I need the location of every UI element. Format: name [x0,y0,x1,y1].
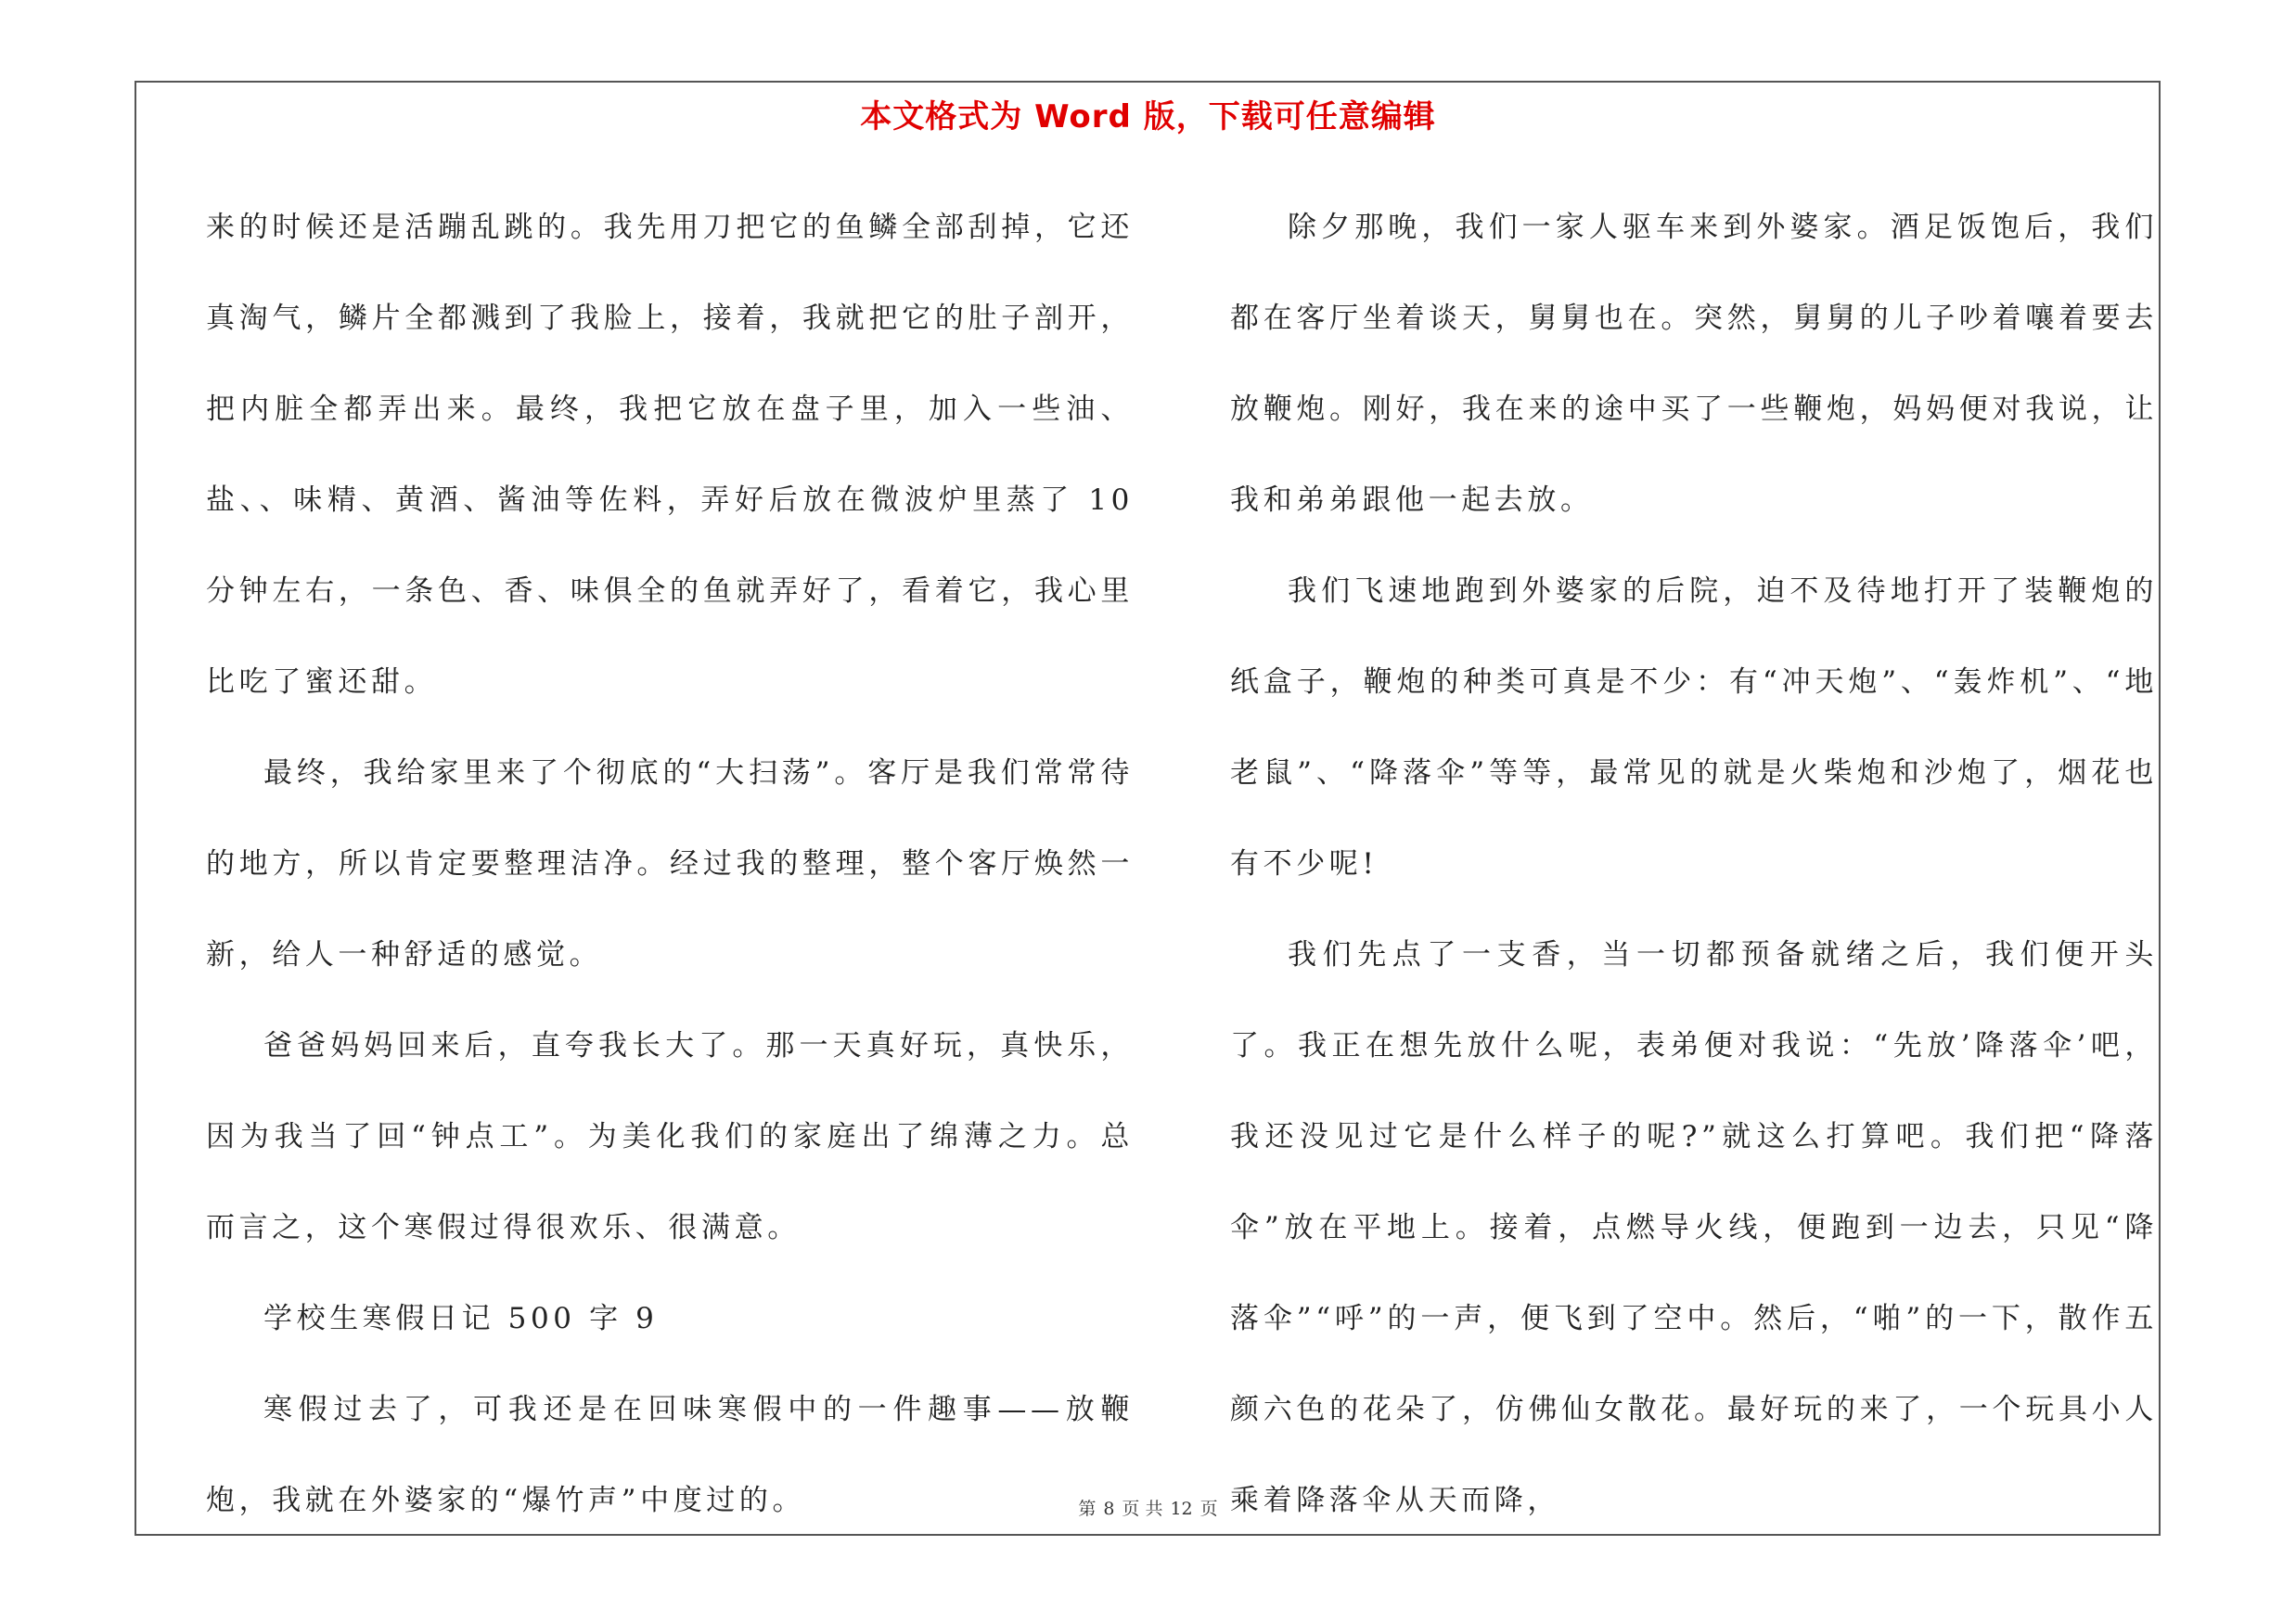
right-column [1230,182,2158,1546]
left-paragraph-5: 寒假过去了，可我还是在回味寒假中的一件趣事——放鞭炮，我就在外婆家的“爆竹声”中度过的。 [206,1393,1134,1517]
right-paragraph-1: 除夕那晚，我们一家人驱车来到外婆家。酒足饭饱后，我们都在客厅坐着谈天，舅舅也在。突然，舅舅的儿子吵着嚷着要去放鞭炮。刚好，我在来的途中买了一些鞭炮，妈妈便对我说，让我和弟弟跟他一起去放。 [1230,211,2158,517]
footer-prefix: 第 [1078,1499,1097,1519]
total-pages-number: 12 [1170,1499,1193,1519]
left-paragraph-1: 来的时候还是活蹦乱跳的。我先用刀把它的鱼鳞全部刮掉，它还真淘气，鳞片全都溅到了我脸上，接着，我就把它的肚子剖开，把内脏全都弄出来。最终，我把它放在盘子里，加入一些油、盐、、味精、黄酒、酱油等佐料，弄好后放在微波炉里蒸了 10 分钟左右，一条色、香、味俱全的鱼就弄好了，看着它，我心里比吃了蜜还甜。 [206,211,1134,699]
left-section-heading: 学校生寒假日记 500 字 9 [263,1302,659,1335]
right-paragraph-2: 我们飞速地跑到外婆家的后院，迫不及待地打开了装鞭炮的纸盒子，鞭炮的种类可真是不少：有“冲天炮”、“轰炸机”、“地老鼠”、“降落伞”等等，最常见的就是火柴炮和沙炮了，烟花也有不少呢! [1230,574,2158,881]
right-paragraph-3: 我们先点了一支香，当一切都预备就绪之后，我们便开头了。我正在想先放什么呢，表弟便对我说：“先放’降落伞’吧，我还没见过它是什么样子的呢?”就这么打算吧。我们把“降落伞”放在平地上。接着，点燃导火线，便跑到一边去，只见“降落伞”“呼”的一声，便飞到了空中。然后，“啪”的一下，散作五颜六色的花朵了，仿佛仙女散花。最好玩的来了，一个玩具小人乘着降落伞从天而降， [1230,938,2158,1517]
left-paragraph-3: 爸爸妈妈回来后，直夸我长大了。那一天真好玩，真快乐，因为我当了回“钟点工”。为美化我们的家庭出了绵薄之力。总而言之，这个寒假过得很欢乐、很满意。 [206,1029,1134,1244]
left-paragraph-2: 最终，我给家里来了个彻底的“大扫荡”。客厅是我们常常待的地方，所以肯定要整理洁净。经过我的整理，整个客厅焕然一新，给人一种舒适的感觉。 [206,756,1134,972]
footer-mid: 页 共 [1122,1499,1163,1519]
footer-suffix: 页 [1199,1499,1218,1519]
current-page-number: 8 [1103,1499,1115,1519]
page-footer [0,1495,2296,1520]
header-banner: 本文格式为 Word 版，下载可任意编辑 [860,98,1436,135]
left-column [206,182,1134,1546]
